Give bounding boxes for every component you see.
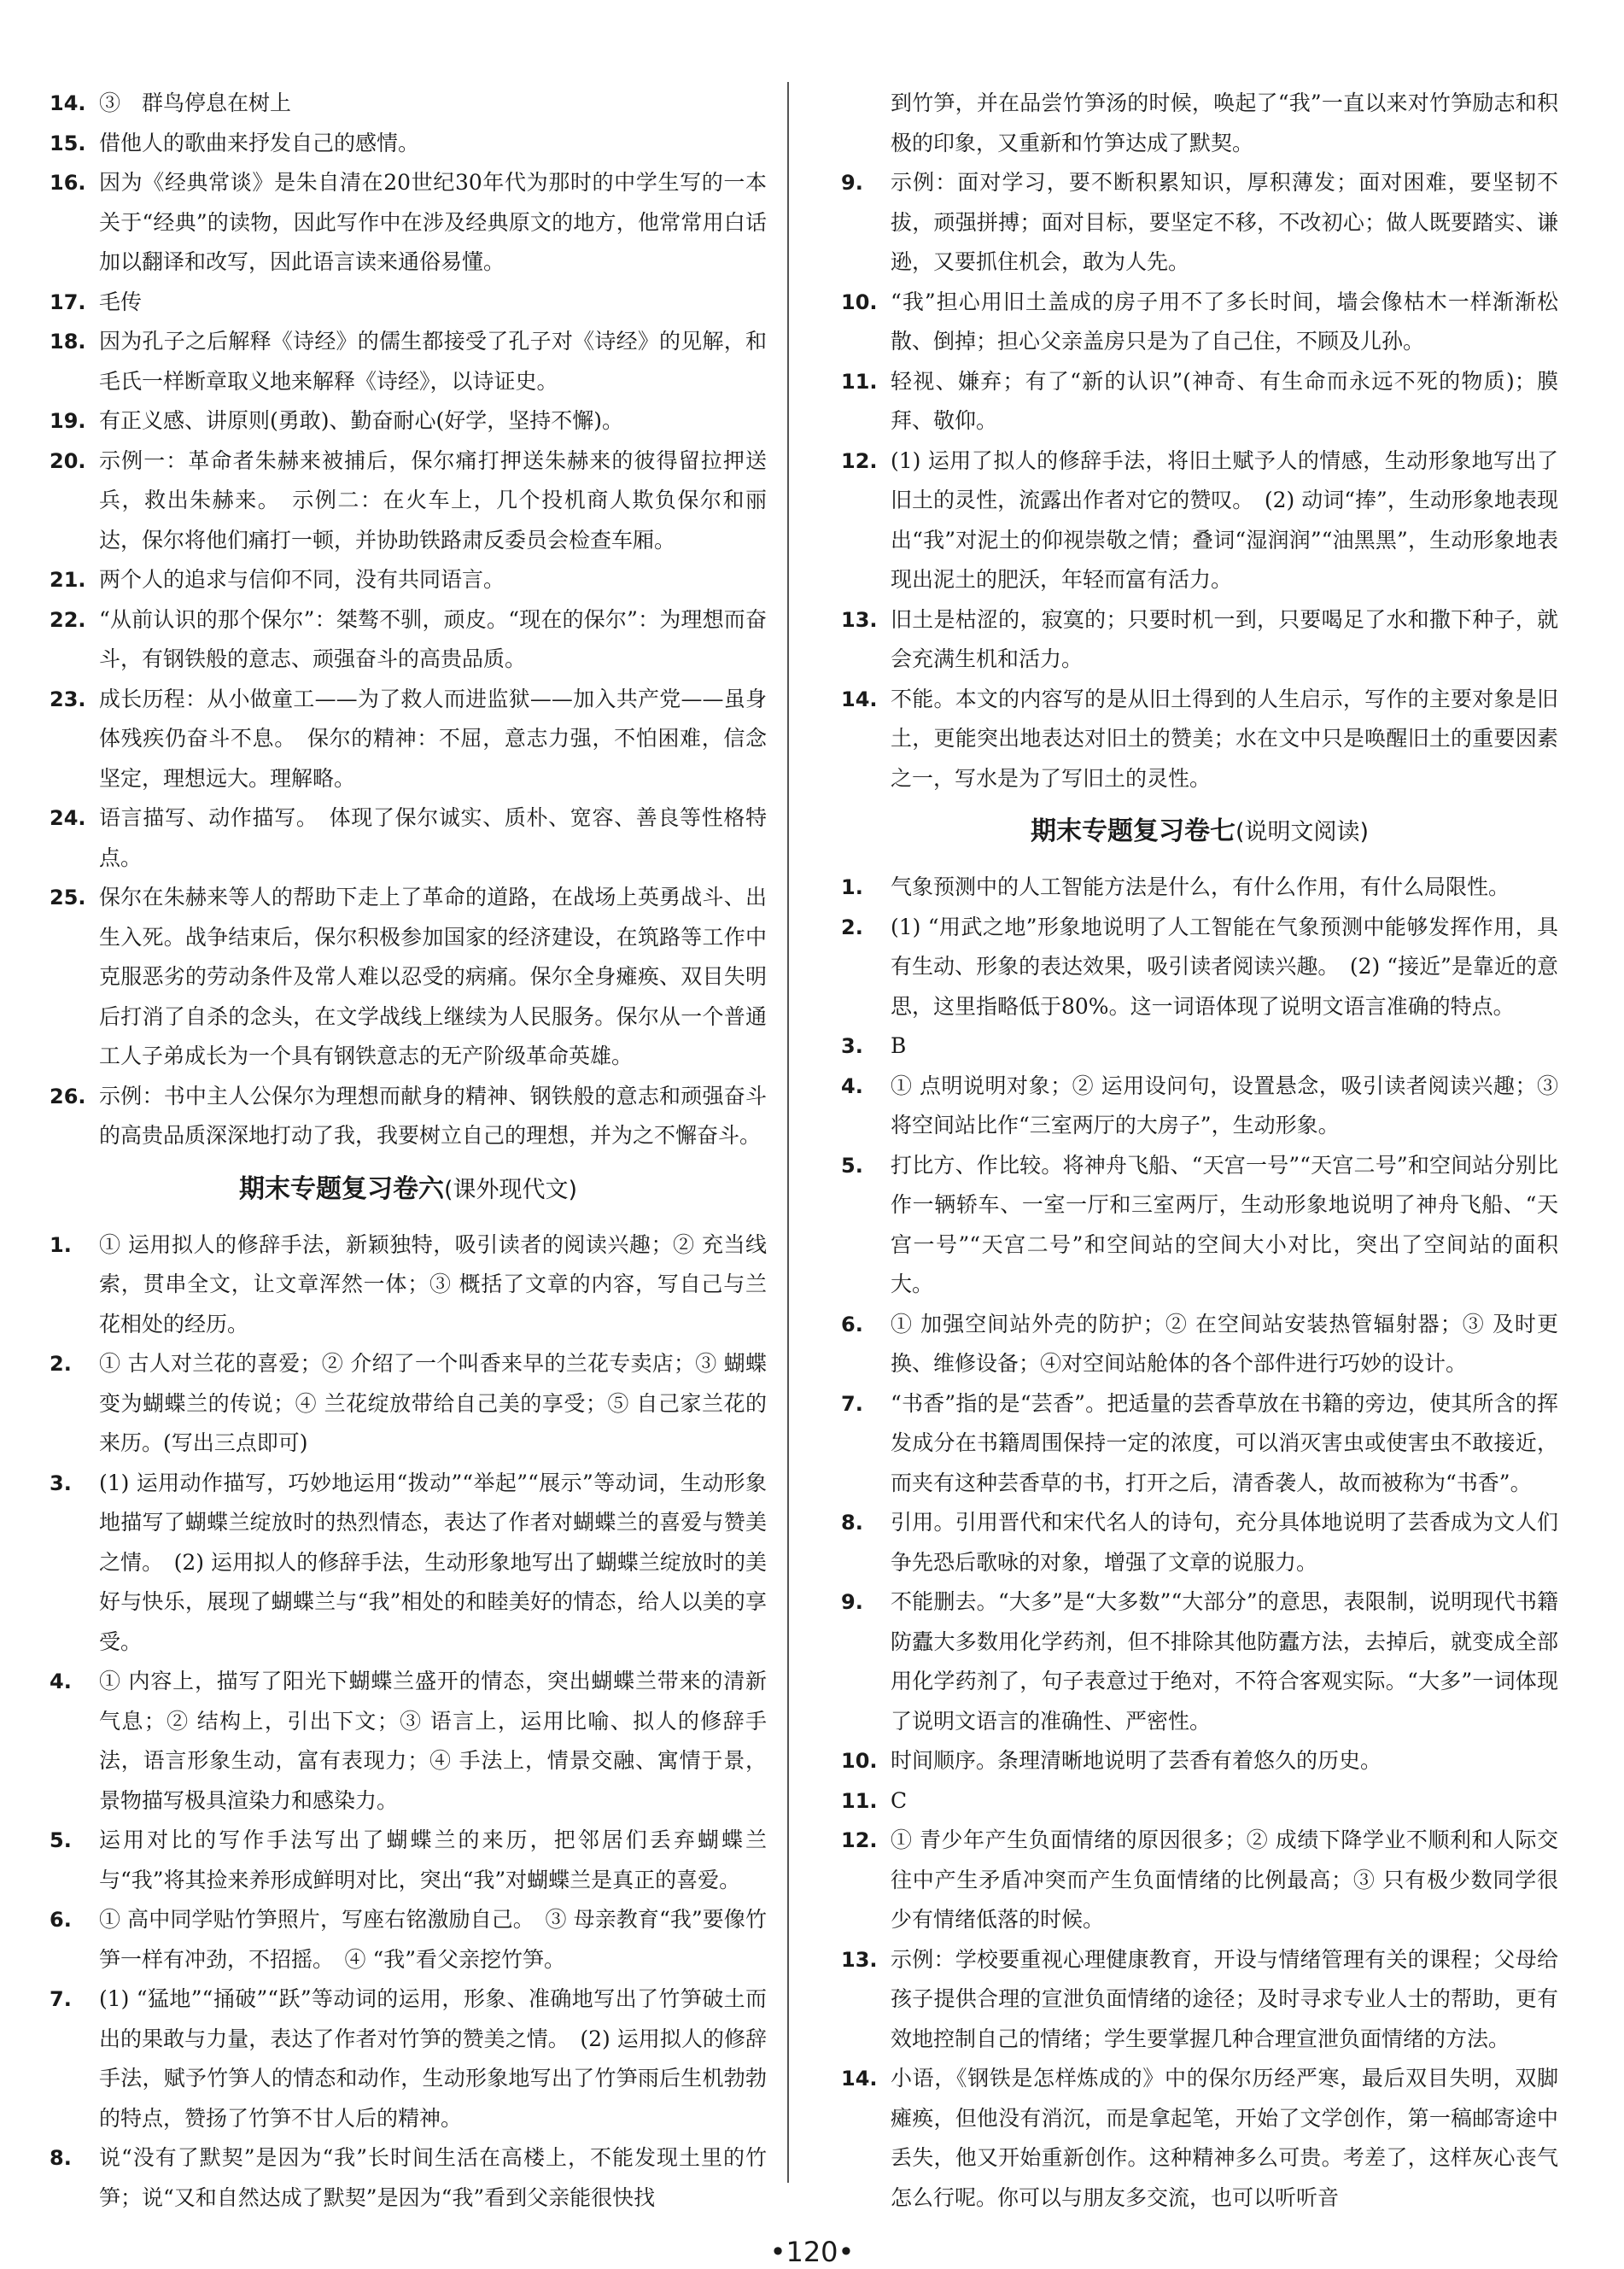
answer-text: 小语，《钢铁是怎样炼成的》中的保尔历经严寒，最后双目失明，双脚瘫痪，但他没有消沉，而是拿起笔，开始了文学创作，第一稿邮寄途中丢失，他又开始重新创作。这种精神多么可贵。考差了，这样灰心丧气怎么行呢。你可以与朋友多交流，也可以听听音 bbox=[891, 2066, 1558, 2210]
answer-number: 18. bbox=[50, 330, 86, 354]
column-divider bbox=[787, 82, 789, 2183]
answer-text: B bbox=[891, 1033, 907, 1058]
answer-text: 因为《经典常谈》是朱自清在20世纪30年代为那时的中学生写的一本关于“经典”的读物，因此写作中在涉及经典原文的地方，他常常用白话加以翻译和改写，因此语言读来通俗易懂。 bbox=[99, 170, 767, 274]
answer-text: 示例：面对学习，要不断积累知识，厚积薄发；面对困难，要坚韧不拔，顽强拼搏；面对目标，要坚定不移，不改初心；做人既要踏实、谦逊，又要抓住机会，敢为人先。 bbox=[891, 170, 1558, 274]
answer-number: 2. bbox=[841, 915, 863, 939]
answer-text: 旧土是枯涩的，寂寞的；只要时机一到，只要喝足了水和撒下种子，就会充满生机和活力。 bbox=[891, 606, 1558, 671]
answer-text: 引用。引用晋代和宋代名人的诗句，充分具体地说明了芸香成为文人们争先恐后歌咏的对象，增强了文章的说服力。 bbox=[891, 1510, 1558, 1575]
answer-item bbox=[841, 362, 1558, 442]
answer-number: 21. bbox=[50, 568, 86, 592]
answer-number: 24. bbox=[50, 806, 86, 830]
answer-text: “我”担心用旧土盖成的房子用不了多长时间，墙会像枯木一样渐渐松散、倒掉；担心父亲盖房只是为了自己住，不顾及儿孙。 bbox=[891, 289, 1558, 354]
answer-number: 8. bbox=[841, 1511, 863, 1535]
answer-item bbox=[50, 680, 767, 799]
answer-text: 保尔在朱赫来等人的帮助下走上了革命的道路，在战场上英勇战斗、出生入死。战争结束后，保尔积极参加国家的经济建设，在筑路等工作中克服恶劣的劳动条件及常人难以忍受的病痛。保尔全身瘫痪、双目失明后打消了自杀的念头，在文学战线上继续为人民服务。保尔从一个普通工人子弟成长为一个具有钢铁意志的无产阶级革命英雄。 bbox=[99, 885, 767, 1068]
answer-number: 8. bbox=[50, 2146, 72, 2170]
answer-number: 15. bbox=[50, 131, 86, 155]
answer-number: 10. bbox=[841, 289, 878, 314]
answer-item bbox=[50, 1980, 767, 2138]
section-seven-subtitle: (说明文阅读) bbox=[1235, 819, 1370, 845]
answer-text: 不能。本文的内容写的是从旧土得到的人生启示，写作的主要对象是旧土，更能突出地表达对旧土的赞美；水在文中只是唤醒旧土的重要因素之一，写水是为了写旧土的灵性。 bbox=[891, 686, 1558, 791]
answer-text: (1) 运用了拟人的修辞手法，将旧土赋予人的情感，生动形象地写出了旧土的灵性，流露出作者对它的赞叹。 (2) 动词“捧”，生动形象地表现出“我”对泥土的仰视崇敬之情；叠词“湿润润”“油黑黑”，生动形象地表现出泥土的肥沃，年轻而富有活力。 bbox=[891, 447, 1558, 592]
answer-text: (1) “用武之地”形象地说明了人工智能在气象预测中能够发挥作用，具有生动、形象的表达效果，吸引读者阅读兴趣。 (2) “接近”是靠近的意思，这里指略低于80%。这一词语体现了说明文语言准确的特点。 bbox=[891, 914, 1558, 1019]
answer-number: 7. bbox=[50, 1987, 72, 2011]
answer-text: 语言描写、动作描写。 体现了保尔诚实、质朴、宽容、善良等性格特点。 bbox=[99, 805, 767, 870]
answer-item bbox=[841, 2059, 1558, 2218]
answer-item bbox=[50, 1077, 767, 1156]
answer-text: ① 加强空间站外壳的防护；② 在空间站安装热管辐射器；③ 及时更换、维修设备；④对空间站舱体的各个部件进行巧妙的设计。 bbox=[891, 1311, 1558, 1376]
answer-number: 3. bbox=[50, 1471, 72, 1495]
answer-item bbox=[841, 1503, 1558, 1582]
answer-text: 借他人的歌曲来抒发自己的感情。 bbox=[99, 130, 420, 155]
answer-item bbox=[50, 124, 767, 164]
answer-text: 示例一：革命者朱赫来被捕后，保尔痛打押送朱赫来的彼得留拉押送兵，救出朱赫来。 示例二：在火车上，几个投机商人欺负保尔和丽达，保尔将他们痛打一顿，并协助铁路肃反委员会检查车厢。 bbox=[99, 447, 767, 553]
section-six-heading bbox=[50, 1160, 767, 1220]
answer-item bbox=[841, 1305, 1558, 1384]
right-answers-a bbox=[841, 84, 1558, 798]
answer-text: ① 古人对兰花的喜爱；② 介绍了一个叫香来早的兰花专卖店；③ 蝴蝶变为蝴蝶兰的传说；④ 兰花绽放带给自己美的享受；⑤ 自己家兰花的来历。(写出三点即可) bbox=[99, 1351, 767, 1455]
answer-number: 3. bbox=[841, 1034, 863, 1058]
answer-number: 6. bbox=[50, 1908, 72, 1932]
answer-number: 12. bbox=[841, 1828, 878, 1852]
answer-text: 示例：学校要重视心理健康教育，开设与情绪管理有关的课程；父母给孩子提供合理的宣泄负面情绪的途径；及时寻求专业人士的帮助，更有效地控制自己的情绪；学生要掌握几种合理宣泄负面情绪的方法。 bbox=[891, 1946, 1558, 2051]
right-column bbox=[841, 84, 1558, 2218]
answer-text: ③ 群鸟停息在树上 bbox=[99, 91, 292, 115]
answer-item bbox=[50, 1225, 767, 1345]
answer-text: C bbox=[891, 1787, 908, 1813]
answer-text: 毛传 bbox=[99, 289, 143, 314]
answer-item bbox=[50, 84, 767, 124]
section-seven-heading bbox=[841, 802, 1558, 863]
answer-number: 13. bbox=[841, 607, 878, 632]
answer-text: (1) 运用动作描写，巧妙地运用“拨动”“举起”“展示”等动词，生动形象地描写了蝴蝶兰绽放时的热烈情态，表达了作者对蝴蝶兰的喜爱与赞美之情。 (2) 运用拟人的修辞手法，生动形象地写出了蝴蝶兰绽放时的美好与快乐，展现了蝴蝶兰与“我”相处的和睦美好的情态，给人以美的享受。 bbox=[99, 1470, 767, 1654]
answer-item bbox=[841, 1821, 1558, 1940]
answer-item bbox=[841, 1026, 1558, 1067]
answer-item bbox=[841, 680, 1558, 799]
answer-number: 10. bbox=[841, 1749, 878, 1773]
answer-text: ① 运用拟人的修辞手法，新颖独特，吸引读者的阅读兴趣；② 充当线索，贯串全文，让文章浑然一体；③ 概括了文章的内容，写自己与兰花相处的经历。 bbox=[99, 1231, 767, 1336]
answer-text: “从前认识的那个保尔”：桀骜不驯，顽皮。“现在的保尔”：为理想而奋斗，有钢铁般的意志、顽强奋斗的高贵品质。 bbox=[99, 606, 767, 671]
answer-item bbox=[841, 163, 1558, 283]
answer-item bbox=[841, 1781, 1558, 1822]
answer-item bbox=[50, 322, 767, 401]
answer-item bbox=[50, 1821, 767, 1900]
right-answers-b bbox=[841, 868, 1558, 2218]
answer-number: 1. bbox=[841, 875, 863, 899]
answer-number: 2. bbox=[50, 1352, 72, 1376]
answer-text: 不能删去。“大多”是“大多数”“大部分”的意思，表限制，说明现代书籍防蠹大多数用化学药剂，但不排除其他防蠹方法，去掉后，就变成全部用化学药剂了，句子表意过于绝对，不符合客观实际。“大多”一词体现了说明文语言的准确性、严密性。 bbox=[891, 1589, 1558, 1734]
answer-item bbox=[841, 868, 1558, 908]
answer-text: 打比方、作比较。将神舟飞船、“天宫一号”“天宫二号”和空间站分别比作一辆轿车、一室一厅和三室两厅，生动形象地说明了神舟飞船、“天宫一号”“天宫二号”和空间站的空间大小对比，突出了空间站的面积大。 bbox=[891, 1152, 1558, 1296]
answer-text: 到竹笋，并在品尝竹笋汤的时候，唤起了“我”一直以来对竹笋励志和积极的印象，又重新和竹笋达成了默契。 bbox=[891, 91, 1558, 155]
section-seven-title: 期末专题复习卷七 bbox=[1030, 816, 1236, 846]
section-six-title: 期末专题复习卷六 bbox=[238, 1173, 444, 1204]
answer-number: 20. bbox=[50, 448, 86, 473]
answer-item bbox=[50, 2138, 767, 2218]
answer-item bbox=[841, 1940, 1558, 2060]
answer-item bbox=[841, 1582, 1558, 1741]
answer-item bbox=[50, 1344, 767, 1464]
answer-text: 气象预测中的人工智能方法是什么，有什么作用，有什么局限性。 bbox=[891, 874, 1510, 899]
answer-number: 26. bbox=[50, 1084, 86, 1108]
answer-item bbox=[50, 442, 767, 561]
left-column bbox=[50, 84, 767, 2218]
answer-text: (1) “猛地”“捅破”“跃”等动词的运用，形象、准确地写出了竹笋破土而出的果敢与力量，表达了作者对竹笋的赞美之情。 (2) 运用拟人的修辞手法，赋予竹笋人的情态和动作，生动形象地写出了竹笋雨后生机勃勃的特点，赞扬了竹笋不甘人后的精神。 bbox=[99, 1986, 767, 2131]
answer-number: 19. bbox=[50, 409, 86, 433]
answer-text: 因为孔子之后解释《诗经》的儒生都接受了孔子对《诗经》的见解，和毛氏一样断章取义地来解释《诗经》，以诗证史。 bbox=[99, 329, 767, 394]
answer-text: 说“没有了默契”是因为“我”长时间生活在高楼上，不能发现土里的竹笋；说“又和自然达成了默契”是因为“我”看到父亲能很快找 bbox=[99, 2145, 767, 2210]
answer-item bbox=[50, 798, 767, 878]
answer-item bbox=[841, 442, 1558, 600]
answer-item bbox=[50, 560, 767, 600]
answer-item bbox=[50, 163, 767, 283]
section-six-subtitle: (课外现代文) bbox=[443, 1176, 578, 1203]
answer-number: 5. bbox=[50, 1828, 72, 1852]
answer-item bbox=[50, 1900, 767, 1980]
answer-text: ① 内容上，描写了阳光下蝴蝶兰盛开的情态，突出蝴蝶兰带来的清新气息；② 结构上，引出下文；③ 语言上，运用比喻、拟人的修辞手法，语言形象生动，富有表现力；④ 手法上，情景交融、寓情于景，景物描写极具渲染力和感染力。 bbox=[99, 1669, 767, 1813]
answer-number: 11. bbox=[841, 369, 878, 394]
answer-number: 11. bbox=[841, 1788, 878, 1813]
answer-text: 两个人的追求与信仰不同，没有共同语言。 bbox=[99, 567, 505, 592]
answer-number: 16. bbox=[50, 171, 86, 195]
answer-number: 6. bbox=[841, 1312, 863, 1336]
answer-text: ① 高中同学贴竹笋照片，写座右铭激励自己。 ③ 母亲教育“我”要像竹笋一样有冲劲，不招摇。 ④ “我”看父亲挖竹笋。 bbox=[99, 1907, 767, 1972]
answer-number: 23. bbox=[50, 687, 86, 711]
answer-text: ① 点明说明对象；② 运用设问句，设置悬念，吸引读者阅读兴趣；③ 将空间站比作“三室两厅的大房子”，生动形象。 bbox=[891, 1073, 1558, 1137]
answer-text: 运用对比的写作手法写出了蝴蝶兰的来历，把邻居们丢弃蝴蝶兰与“我”将其捡来养形成鲜明对比，突出“我”对蝴蝶兰是真正的喜爱。 bbox=[99, 1827, 767, 1892]
left-answers-b bbox=[50, 1225, 767, 2219]
answer-item bbox=[50, 1662, 767, 1821]
answer-number: 25. bbox=[50, 886, 86, 909]
answer-number: 9. bbox=[841, 1590, 863, 1614]
answer-text: 轻视、嫌弃；有了“新的认识”(神奇、有生命而永远不死的物质)；膜拜、敬仰。 bbox=[891, 368, 1558, 433]
answer-number: 13. bbox=[841, 1947, 878, 1972]
answer-number: 9. bbox=[841, 171, 863, 195]
answer-number: 22. bbox=[50, 607, 86, 632]
answer-item bbox=[50, 878, 767, 1077]
answer-number: 14. bbox=[841, 2067, 878, 2091]
answer-number: 14. bbox=[50, 91, 86, 115]
answer-text: 时间顺序。条理清晰地说明了芸香有着悠久的历史。 bbox=[891, 1748, 1382, 1773]
answer-item bbox=[841, 1146, 1558, 1305]
answer-number: 7. bbox=[841, 1391, 863, 1416]
answer-item bbox=[841, 600, 1558, 680]
answer-item bbox=[50, 1464, 767, 1663]
answer-number: 12. bbox=[841, 448, 878, 473]
answer-number: 14. bbox=[841, 687, 878, 711]
answer-item bbox=[50, 600, 767, 680]
answer-number: 5. bbox=[841, 1153, 863, 1178]
answer-text: “书香”指的是“芸香”。把适量的芸香草放在书籍的旁边，使其所含的挥发成分在书籍周围保持一定的浓度，可以消灭害虫或使害虫不敢接近，而夹有这种芸香草的书，打开之后，清香袭人，故而被称为“书香”。 bbox=[891, 1390, 1558, 1495]
answer-item bbox=[841, 283, 1558, 362]
page-number: •120• bbox=[769, 2236, 855, 2268]
answer-item bbox=[841, 84, 1558, 163]
left-answers-a bbox=[50, 84, 767, 1156]
answer-item bbox=[841, 1067, 1558, 1146]
answer-item bbox=[841, 1741, 1558, 1781]
answer-number: 17. bbox=[50, 289, 86, 314]
answer-item bbox=[50, 401, 767, 442]
answer-text: 成长历程：从小做童工——为了救人而进监狱——加入共产党——虽身体残疾仍奋斗不息。 保尔的精神：不屈，意志力强，不怕困难，信念坚定，理想远大。理解略。 bbox=[99, 686, 767, 791]
answer-text: 示例：书中主人公保尔为理想而献身的精神、钢铁般的意志和顽强奋斗的高贵品质深深地打动了我，我要树立自己的理想，并为之不懈奋斗。 bbox=[99, 1083, 767, 1148]
answer-item bbox=[841, 1384, 1558, 1504]
answer-item bbox=[50, 283, 767, 323]
answer-text: ① 青少年产生负面情绪的原因很多；② 成绩下降学业不顺利和人际交往中产生矛盾冲突而产生负面情绪的比例最高；③ 只有极少数同学很少有情绪低落的时候。 bbox=[891, 1827, 1558, 1932]
answer-number: 1. bbox=[50, 1232, 72, 1257]
answer-number: 4. bbox=[50, 1670, 72, 1693]
answer-item bbox=[841, 908, 1558, 1027]
answer-text: 有正义感、讲原则(勇敢)、勤奋耐心(好学，坚持不懈)。 bbox=[99, 408, 624, 433]
answer-number: 4. bbox=[841, 1073, 863, 1098]
